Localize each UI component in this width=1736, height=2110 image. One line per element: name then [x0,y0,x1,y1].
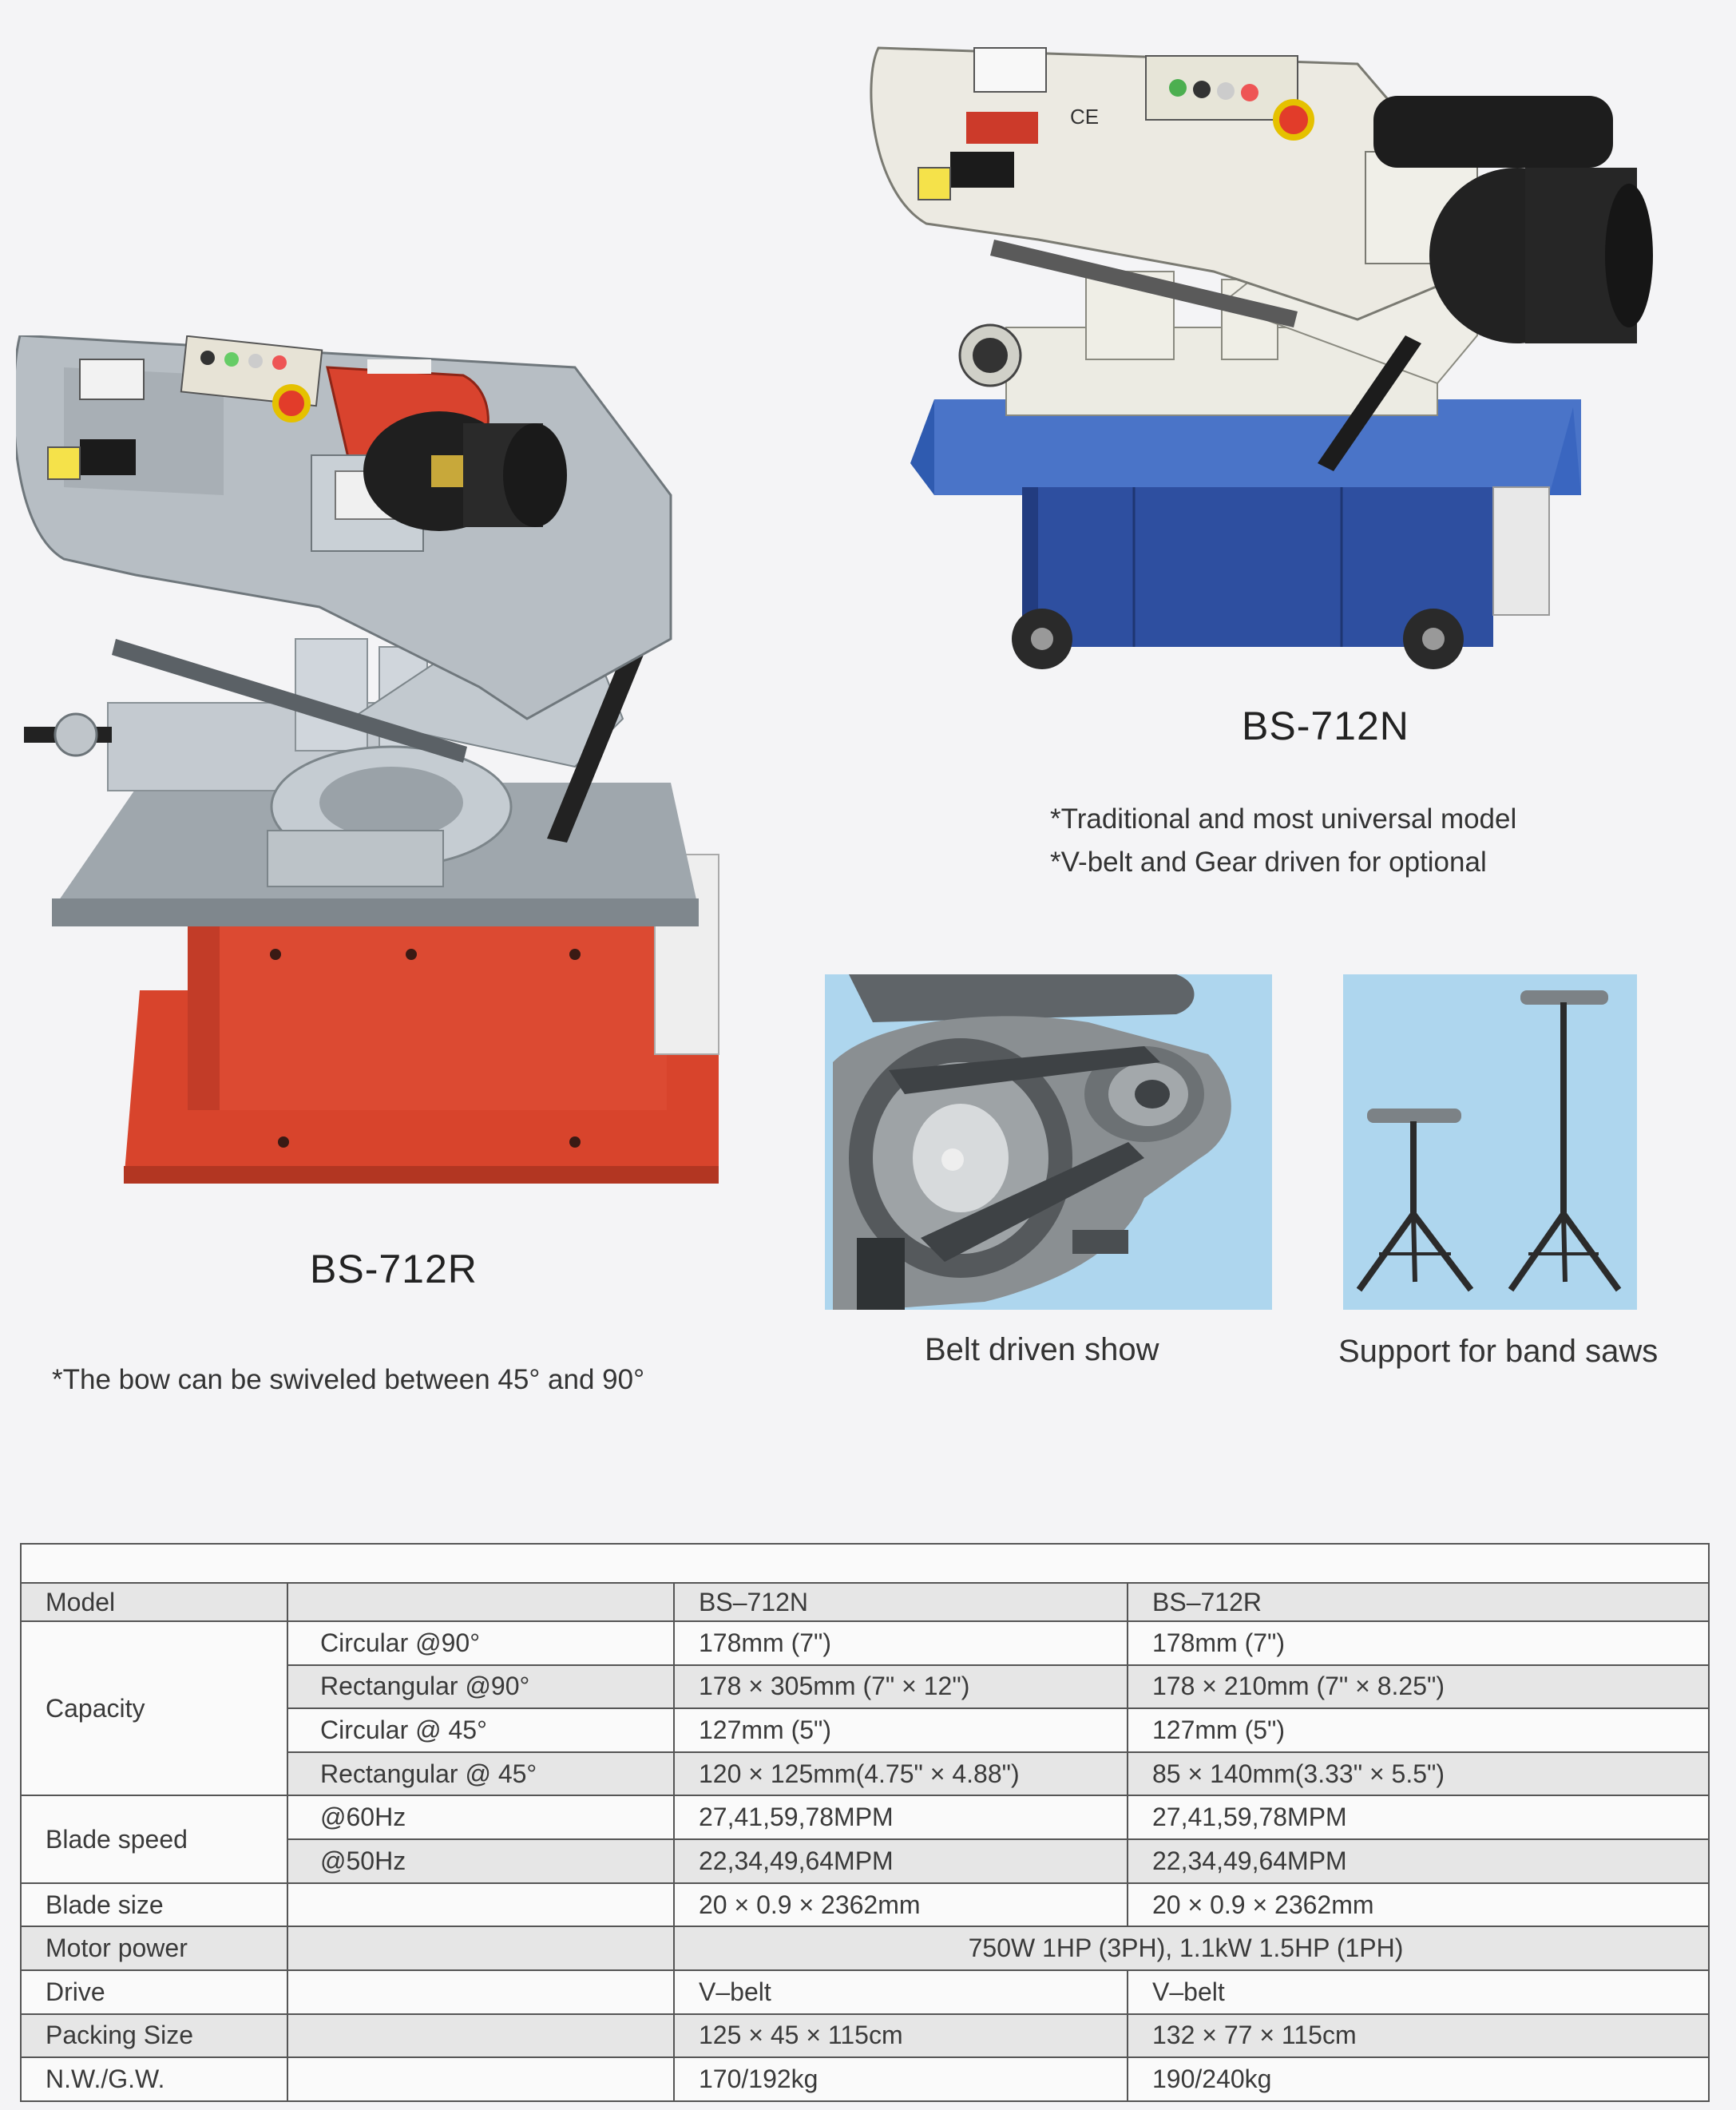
cell-r: V–belt [1128,1970,1709,2014]
cell-r: 132 × 77 × 115cm [1128,2014,1709,2058]
table-row [21,2014,1709,2058]
cell-n: 125 × 45 × 115cm [674,2014,1128,2058]
model-label: Model [21,1583,287,1620]
bs712r-machine-image [16,335,830,1198]
cell-r: 127mm (5") [1128,1708,1709,1752]
weight-label: N.W./G.W. [21,2057,287,2101]
cell-r: 178mm (7") [1128,1621,1709,1665]
cell-n: 178 × 305mm (7" × 12") [674,1665,1128,1709]
cell-n: 178mm (7") [674,1621,1128,1665]
cell-n: 22,34,49,64MPM [674,1839,1128,1883]
table-row [21,1621,1709,1665]
cell-n: 170/192kg [674,2057,1128,2101]
packing-size-label: Packing Size [21,2014,287,2058]
col-bs712r: BS–712R [1128,1583,1709,1620]
cell-n: 27,41,59,78MPM [674,1795,1128,1839]
row-label: @60Hz [287,1795,674,1839]
row-label: Circular @90° [287,1621,674,1665]
row-label: @50Hz [287,1839,674,1883]
bs712r-note: *The bow can be swiveled between 45° and 90° [52,1364,645,1395]
cell-n: 127mm (5") [674,1708,1128,1752]
table-row [21,1883,1709,1927]
motor-power-value: 750W 1HP (3PH), 1.1kW 1.5HP (1PH) [674,1926,1709,1970]
bs712n-note-2: *V-belt and Gear driven for optional [1050,847,1487,878]
bs712n-model-label: BS-712N [1242,704,1409,748]
belt-driven-caption: Belt driven show [925,1332,1159,1367]
row-label: Circular @ 45° [287,1708,674,1752]
cell-r: 22,34,49,64MPM [1128,1839,1709,1883]
blade-speed-label: Blade speed [21,1795,287,1882]
bs712n-note-1: *Traditional and most universal model [1050,803,1517,835]
bs712n-machine-image [862,16,1677,671]
blade-size-label: Blade size [21,1883,287,1927]
cell-n: 20 × 0.9 × 2362mm [674,1883,1128,1927]
table-row [21,1795,1709,1839]
model-row [21,1583,1709,1620]
cell-r: 190/240kg [1128,2057,1709,2101]
drive-label: Drive [21,1970,287,2014]
motor-n [1373,96,1613,168]
cell-n: 120 × 125mm(4.75" × 4.88") [674,1752,1128,1796]
red-cabinet [188,918,667,1110]
row-label: Rectangular @ 45° [287,1752,674,1796]
motor-power-label: Motor power [21,1926,287,1970]
spec-table [20,1543,1710,2102]
cell-r: 27,41,59,78MPM [1128,1795,1709,1839]
cell-r: 85 × 140mm(3.33" × 5.5") [1128,1752,1709,1796]
cell-n: V–belt [674,1970,1128,2014]
table-row [21,1970,1709,2014]
row-label: Rectangular @90° [287,1665,674,1709]
cell-r: 20 × 0.9 × 2362mm [1128,1883,1709,1927]
ce-mark: CE [1070,105,1100,129]
cell-r: 178 × 210mm (7" × 8.25") [1128,1665,1709,1709]
belt-driven-photo [825,974,1272,1310]
bs712r-model-label: BS-712R [310,1247,478,1291]
support-stands-photo [1343,974,1637,1310]
table-row [21,2057,1709,2101]
col-bs712n: BS–712N [674,1583,1128,1620]
support-caption: Support for band saws [1338,1334,1659,1369]
capacity-label: Capacity [21,1621,287,1796]
table-row [21,1926,1709,1970]
